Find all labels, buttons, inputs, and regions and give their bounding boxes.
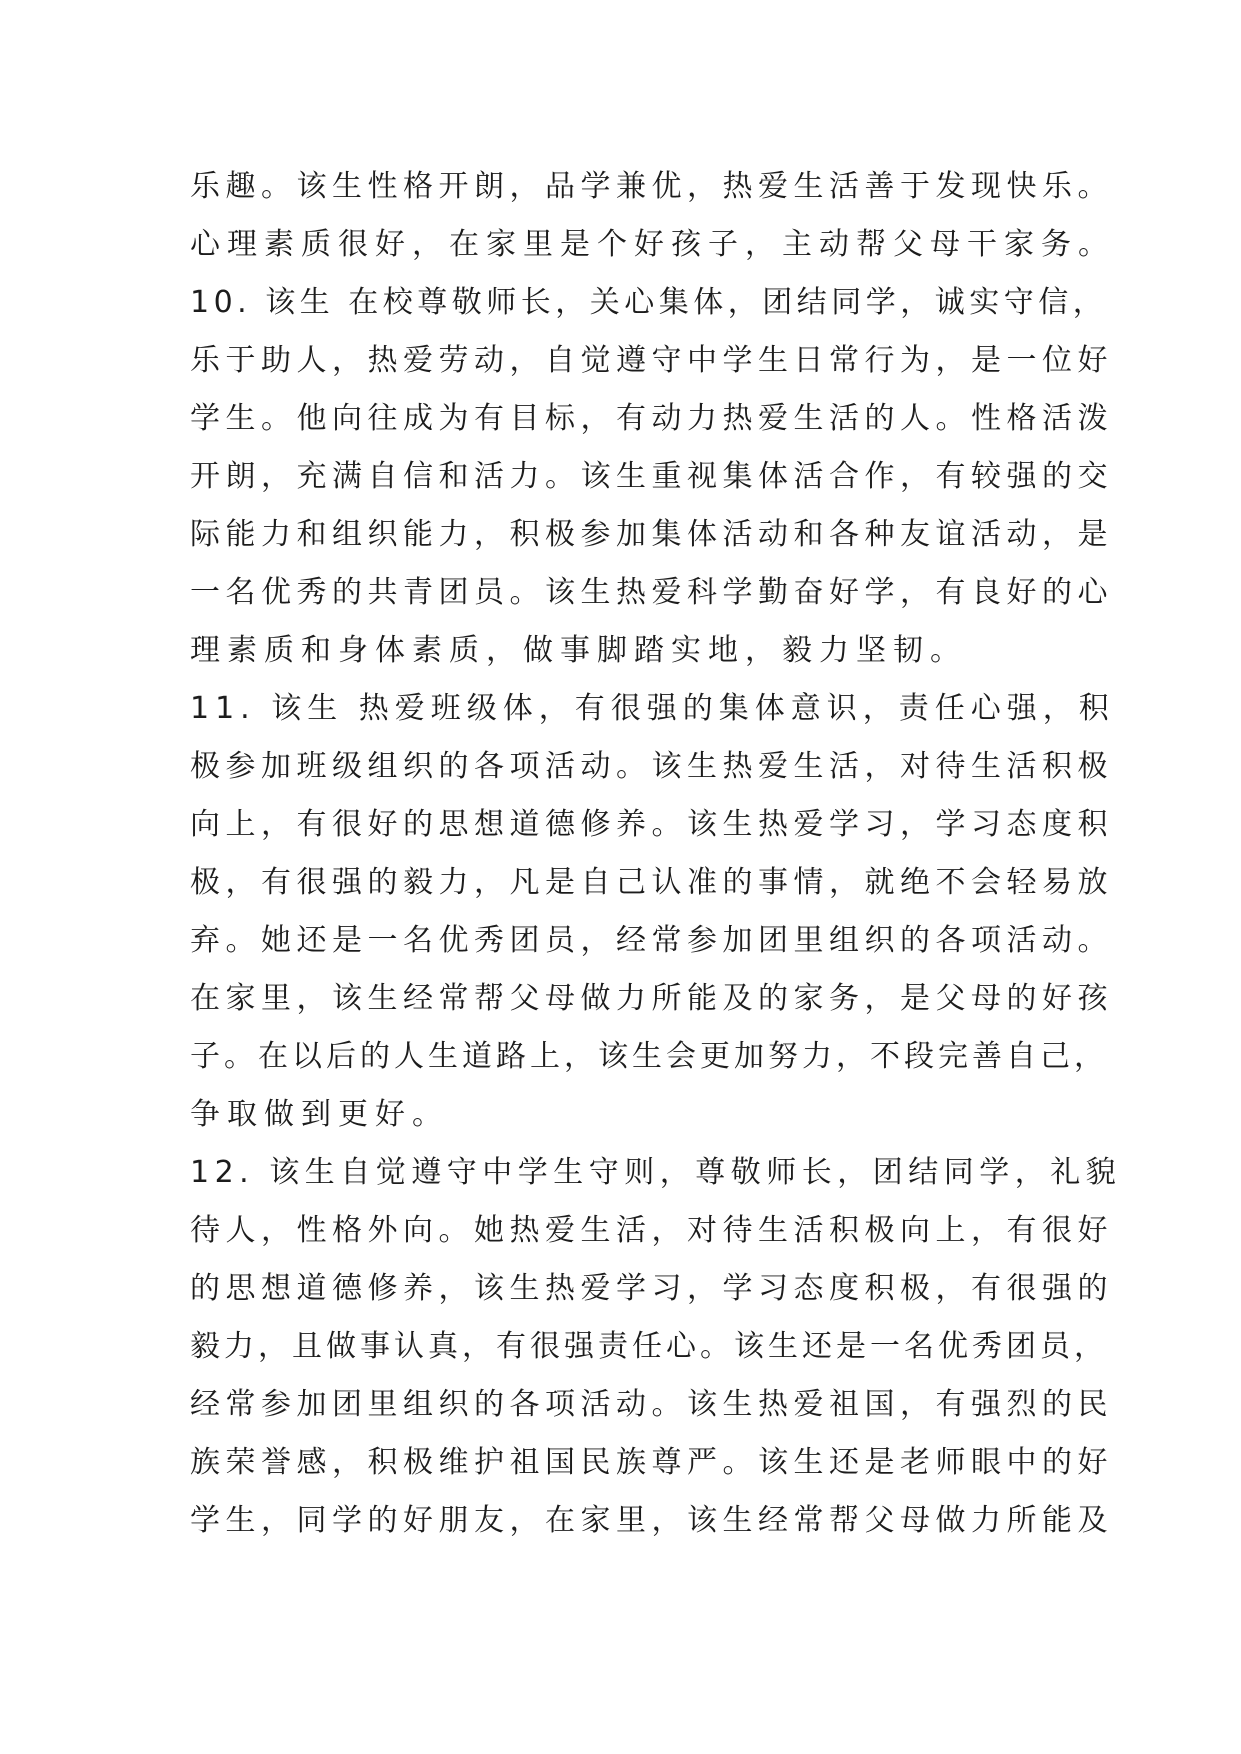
text-line: 极参加班级组织的各项活动。该生热爱生活，对待生活积极 — [190, 749, 1113, 784]
text-line: 极，有很强的毅力，凡是自己认准的事情，就绝不会轻易放 — [190, 865, 1113, 900]
text-line: 待人，性格外向。她热爱生活，对待生活积极向上，有很好 — [190, 1213, 1113, 1248]
text-line: 乐于助人，热爱劳动，自觉遵守中学生日常行为，是一位好 — [190, 343, 1113, 378]
text-line: 际能力和组织能力，积极参加集体活动和各种友谊活动，是 — [190, 517, 1113, 552]
text-line: 经常参加团里组织的各项活动。该生热爱祖国，有强烈的民 — [190, 1387, 1113, 1422]
text-line: 争取做到更好。 — [190, 1097, 449, 1132]
text-line: 弃。她还是一名优秀团员，经常参加团里组织的各项活动。 — [190, 923, 1113, 958]
text-line: 子。在以后的人生道路上，该生会更加努力，不段完善自己， — [190, 1039, 1108, 1074]
item-11-first-line: 11. 该生 热爱班级体，有很强的集体意识，责任心强，积 — [190, 691, 1115, 726]
text-line: 学生。他向往成为有目标，有动力热爱生活的人。性格活泼 — [190, 401, 1113, 436]
text-line: 学生，同学的好朋友，在家里，该生经常帮父母做力所能及 — [190, 1503, 1113, 1538]
text-line: 毅力，且做事认真，有很强责任心。该生还是一名优秀团员， — [190, 1329, 1108, 1364]
text-line: 乐趣。该生性格开朗，品学兼优，热爱生活善于发现快乐。 — [190, 169, 1113, 204]
text-line: 开朗，充满自信和活力。该生重视集体活合作，有较强的交 — [190, 459, 1113, 494]
text-line: 理素质和身体素质，做事脚踏实地，毅力坚韧。 — [190, 633, 967, 668]
text-line: 向上，有很好的思想道德修养。该生热爱学习，学习态度积 — [190, 807, 1113, 842]
text-line: 在家里，该生经常帮父母做力所能及的家务，是父母的好孩 — [190, 981, 1113, 1016]
item-10-first-line: 10. 该生 在校尊敬师长，关心集体，团结同学，诚实守信， — [190, 285, 1108, 320]
text-line: 的思想道德修养，该生热爱学习，学习态度积极，有很强的 — [190, 1271, 1113, 1306]
text-line: 心理素质很好，在家里是个好孩子，主动帮父母干家务。 — [190, 227, 1115, 262]
text-line: 一名优秀的共青团员。该生热爱科学勤奋好学，有良好的心 — [190, 575, 1113, 610]
text-line: 族荣誉感，积极维护祖国民族尊严。该生还是老师眼中的好 — [190, 1445, 1113, 1480]
item-12-first-line: 12. 该生自觉遵守中学生守则，尊敬师长，团结同学，礼貌 — [190, 1155, 1122, 1190]
